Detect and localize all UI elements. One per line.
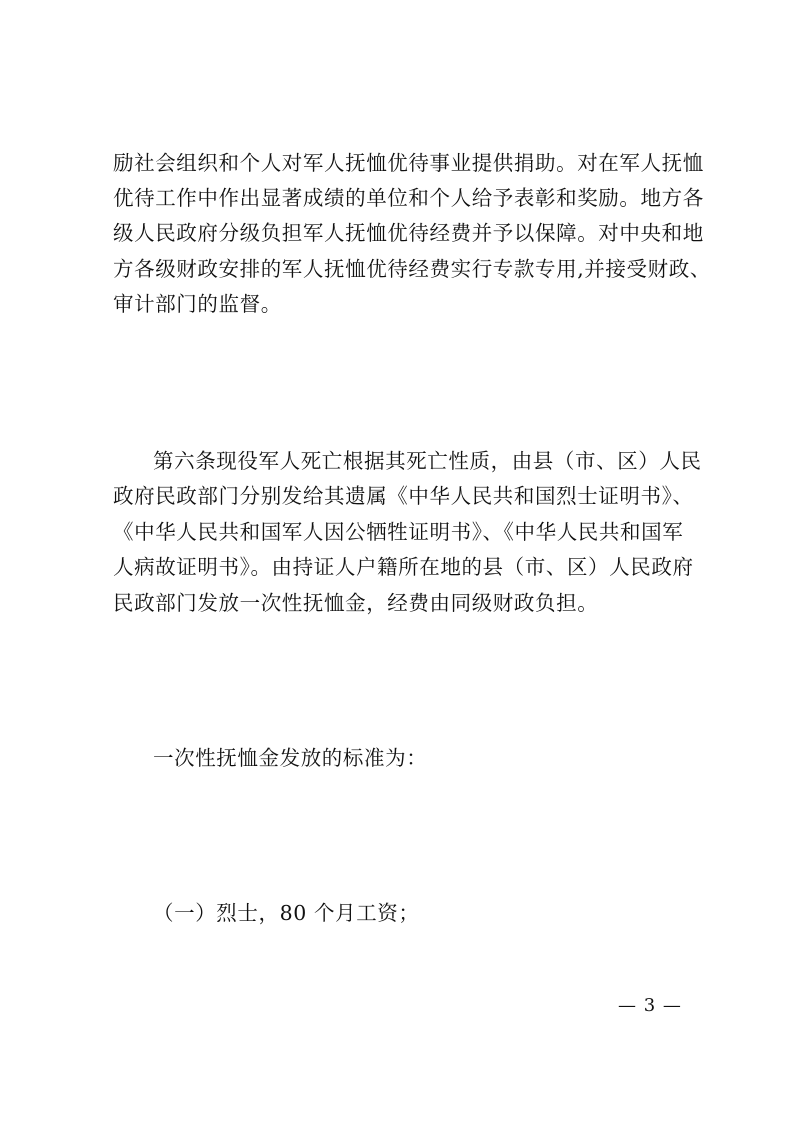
paragraph-2-line-3: 《中华人民共和国军人因公牺牲证明书》、《中华人民共和国军 [113, 520, 684, 544]
paragraph-2-line-4: 人病故证明书》。由持证人户籍所在地的县（市、区）人民政府 [113, 555, 694, 579]
paragraph-1-line-1: 励社会组织和个人对军人抚恤优待事业提供捐助。对在军人抚恤 [113, 151, 704, 175]
paragraph-4-line-1: （一）烈士，80 个月工资； [153, 901, 420, 925]
paragraph-1-line-4: 方各级财政安排的军人抚恤优待经费实行专款专用,并接受财政、 [113, 257, 711, 281]
paragraph-2-line-2: 政府民政部门分别发给其遗属《中华人民共和国烈士证明书》、 [113, 484, 694, 508]
paragraph-2-line-5: 民政部门发放一次性抚恤金，经费由同级财政负担。 [113, 591, 599, 615]
paragraph-1-line-5: 审计部门的监督。 [113, 292, 282, 316]
paragraph-1-line-3: 级人民政府分级负担军人抚恤优待经费并予以保障。对中央和地 [113, 221, 704, 245]
paragraph-2-line-1: 第六条现役军人死亡根据其死亡性质，由县（市、区）人民 [153, 449, 702, 473]
paragraph-3-line-1: 一次性抚恤金发放的标准为： [153, 746, 428, 770]
paragraph-1-line-2: 优待工作中作出显著成绩的单位和个人给予表彰和奖励。地方各 [113, 186, 704, 210]
page-number: — 3 — [618, 995, 682, 1016]
